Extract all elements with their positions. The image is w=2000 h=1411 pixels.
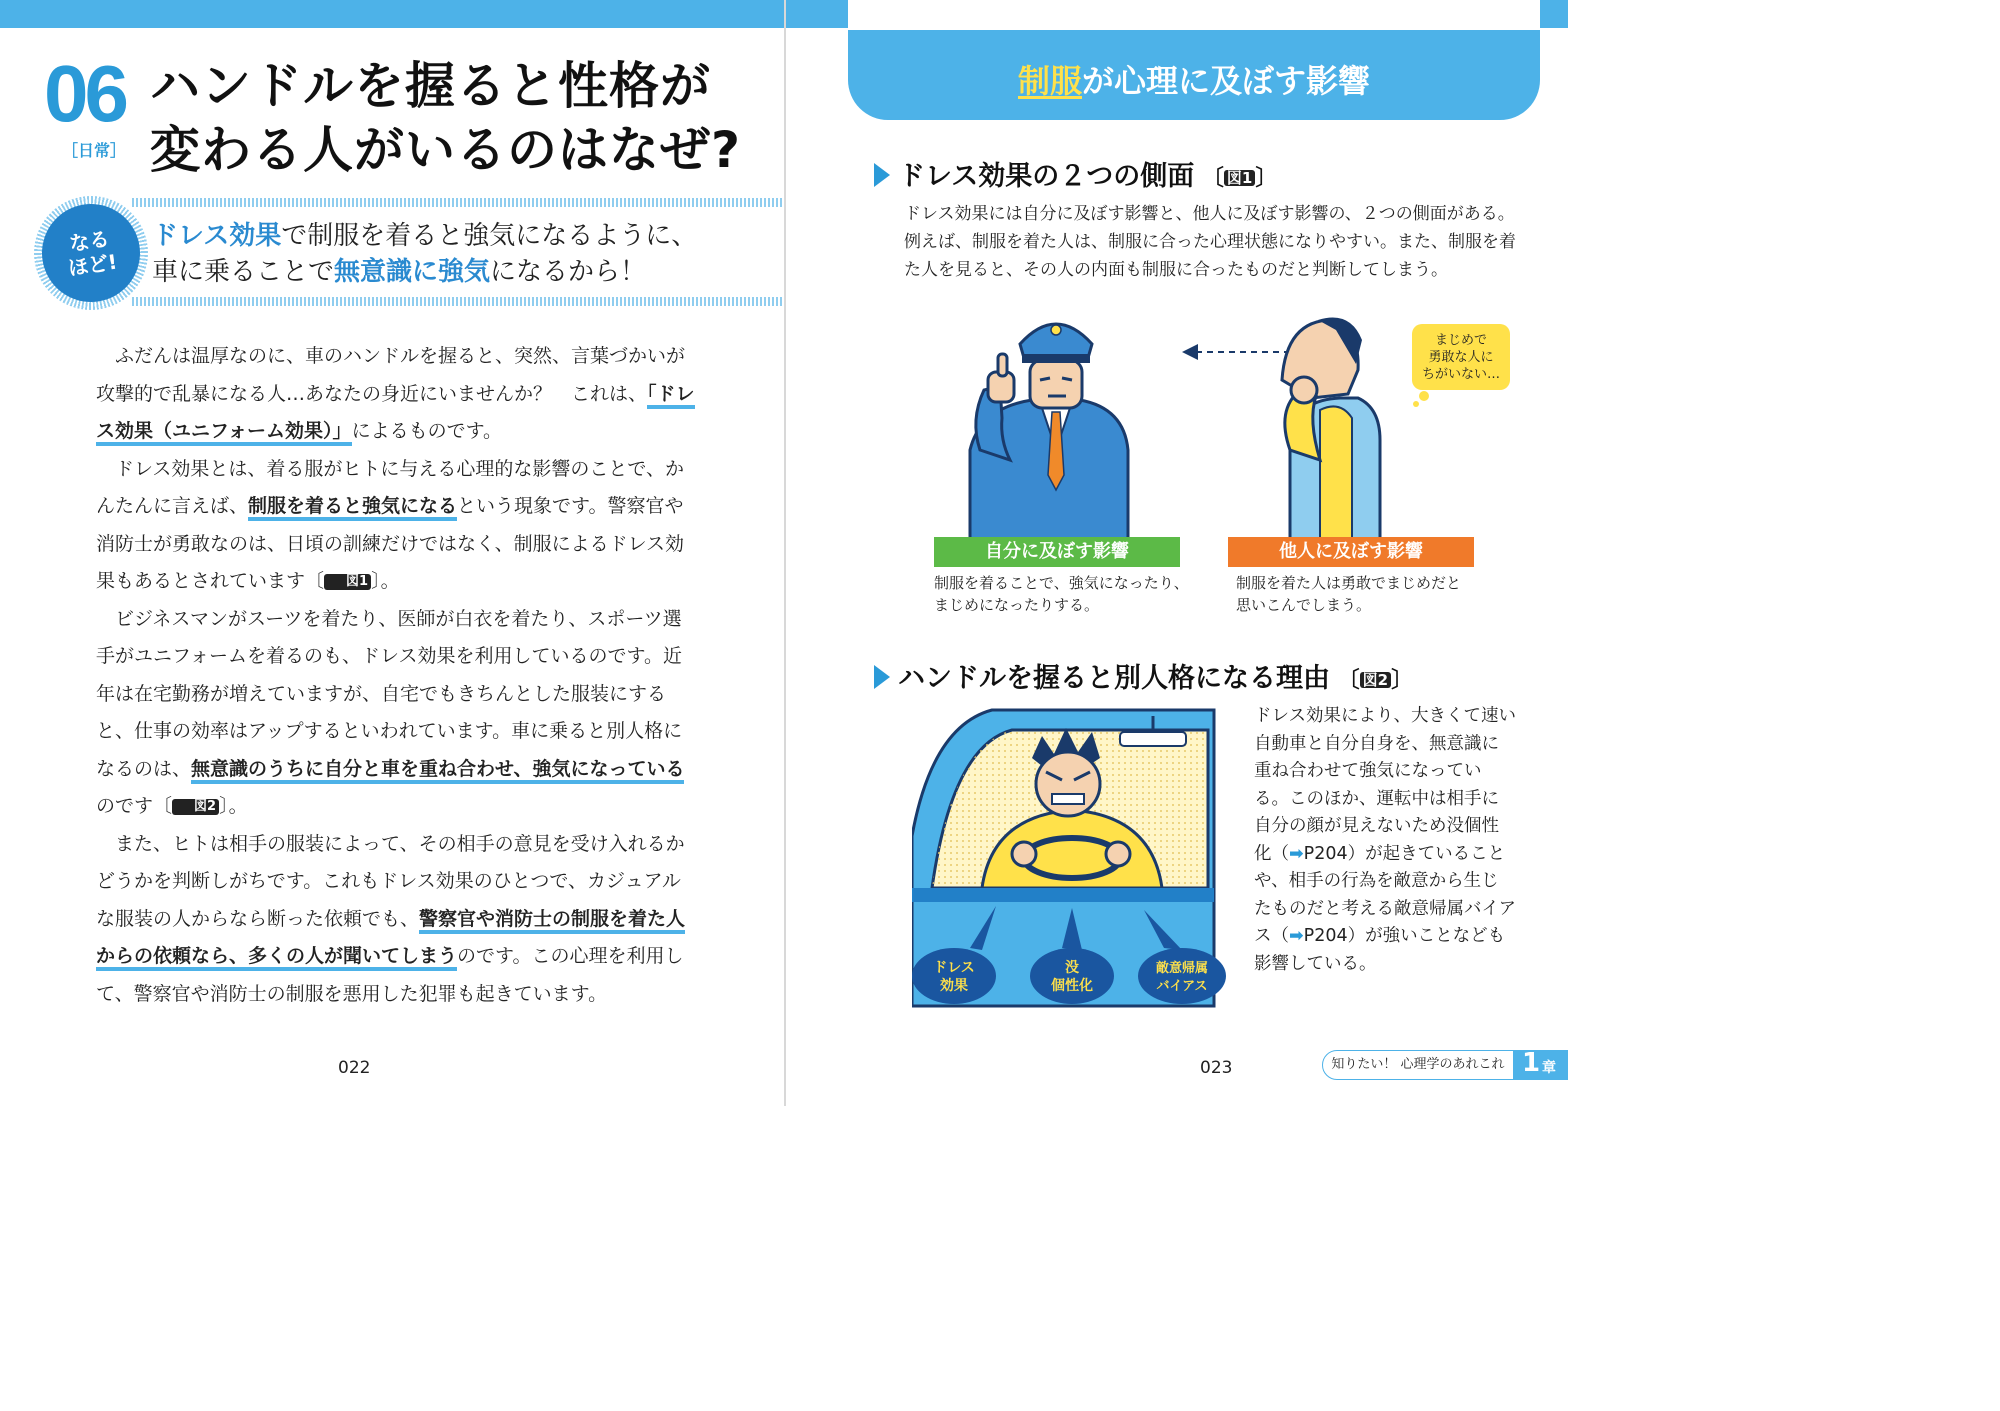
police-officer-illustration — [970, 324, 1128, 540]
figure-1-illustration — [940, 300, 1520, 540]
p2-underline: 制服を着ると強気になる — [248, 495, 457, 521]
para2-text-mid: ）が起きていることや、相手の行為を敵意から生じたものだと考える敵意帰属バイアス（ — [1254, 843, 1516, 946]
bubble-dress-2: 効果 — [940, 978, 968, 994]
heading-1-text: ドレス効果の２つの側面 — [898, 161, 1195, 192]
badge-line-2: ほど! — [66, 249, 119, 281]
bubble-text-2: 勇敢な人に — [1428, 350, 1494, 365]
figure-ref-1: 図1 — [324, 574, 371, 590]
stripe-top — [132, 198, 784, 207]
chapter-tab — [1322, 1050, 1568, 1080]
caption-self-1: 制服を着ることで、強気になったり、 — [934, 574, 1189, 592]
lead-line-1: で制服を着ると強気になるように、 — [281, 221, 698, 251]
figure-1-description: ドレス効果には自分に及ぼす影響と、他人に及ぼす影響の、２つの側面がある。例えば、制服を着た人は、制服に合った心理状態になりやすい。また、制服を着た人を見ると、その人の内面も制服に合ったものだと判断してしまう。 — [904, 204, 1516, 280]
top-color-bar — [0, 0, 784, 28]
page-ref-2: P204 — [1303, 926, 1348, 946]
p1-text-end: によるものです。 — [351, 420, 503, 442]
top-color-bar-right — [1540, 0, 1568, 28]
p2-text: ドレス効果とは、着る服がヒトに与える心理的な影響のことで、かんたんに言えば、 — [96, 457, 685, 517]
para2-text-end: ）が強いことなども影響している。 — [1254, 926, 1506, 974]
heading-figure-2: ハンドルを握ると別人格になる理由 〔 図2 〕 — [874, 656, 1413, 695]
bubble-text-1: まじめで — [1434, 333, 1488, 348]
section-number: 06 — [44, 49, 125, 138]
figure-banner-title — [848, 56, 1540, 102]
paragraph-2 — [96, 451, 696, 601]
lead-text — [152, 218, 697, 290]
page-number-right: 023 — [1200, 1058, 1233, 1078]
label-other-effect: 他人に及ぼす影響 — [1228, 537, 1474, 567]
heading-2-text: ハンドルを握ると別人格になる理由 — [898, 663, 1330, 694]
chapter-number: 1 — [1522, 1048, 1541, 1078]
caption-other-1: 制服を着た人は勇敢でまじめだと — [1236, 574, 1462, 592]
title-line-2: 変わる人がいるのはなぜ? — [150, 121, 742, 179]
bubble-bias-1: 敵意帰属 — [1155, 961, 1209, 976]
bubble-bias-2: バイアス — [1156, 979, 1208, 994]
caption-other — [1236, 572, 1461, 616]
lead-highlight-2: 無意識に強気 — [334, 257, 491, 287]
caption-self — [934, 572, 1189, 616]
banner-rest: が心理に及ぼす影響 — [1082, 62, 1371, 100]
arrow-left-icon — [1182, 344, 1198, 360]
heading-2-fig: 図2 — [1360, 672, 1391, 688]
figure-2-description — [1254, 703, 1516, 978]
heading-1-fig: 図1 — [1224, 170, 1255, 186]
paragraph-1 — [96, 338, 696, 451]
p3-underline: 無意識のうちに自分と車を重ね合わせ、強気になっている — [191, 758, 684, 784]
para2-text: ドレス効果により、大きくて速い自動車と自分自身を、無意識に重ね合わせて強気になっている。このほか、運転中は相手に自分の顔が見えないため没個性化（ — [1254, 706, 1516, 864]
triangle-bullet-icon — [874, 163, 890, 187]
lead-line-2-pre: 車に乗ることで — [152, 257, 335, 287]
p2-text-mid: という現象です。警察官や消防士が勇敢なのは、日頃の訓練だけではなく、制服によるドレス効果もあるとされています〔 — [96, 495, 685, 592]
chapter-suffix: 章 — [1542, 1060, 1556, 1076]
stripe-bottom — [132, 297, 784, 306]
title-line-1: ハンドルを握ると性格が — [150, 57, 711, 115]
caption-other-2: 思いこんでしまう。 — [1236, 596, 1372, 614]
arrow-right-icon: ➡ — [1289, 843, 1304, 864]
bubble-bots-1: 没 — [1065, 960, 1079, 976]
p4-underline: 警察官や消防士の制服を着た人からの依頼なら、多くの人が聞いてしまう — [96, 908, 685, 972]
p2-text-end: 〕。 — [371, 570, 400, 592]
p3-text: ビジネスマンがスーツを着たり、医師が白衣を着たり、スポーツ選手がユニフォームを着るのも、ドレス効果を利用しているのです。近年は在宅勤務が増えていますが、自宅でもきちんとした服装にすると、仕事の効率はアップするといわれています。車に乗ると別人格になるのは、 — [96, 607, 683, 780]
page-ref-1: P204 — [1303, 843, 1348, 864]
badge-line-1: なる — [67, 226, 111, 256]
page-title — [150, 54, 741, 182]
page-number-left: 022 — [338, 1058, 371, 1078]
triangle-bullet-icon — [874, 665, 890, 689]
left-page — [0, 0, 784, 1106]
p1-underline: 「ドレス効果（ユニフォーム効果）」 — [96, 383, 695, 447]
lead-line-2-post: になるから！ — [490, 257, 647, 287]
caption-self-2: まじめになったりする。 — [934, 596, 1100, 614]
p4-text-end: のです。この心理を利用して、警察官や消防士の制服を悪用した犯罪も起きています。 — [96, 945, 684, 1005]
naruhodo-badge — [34, 196, 148, 310]
observer-illustration — [1282, 318, 1380, 541]
heading-figure-1: ドレス効果の２つの側面 〔 図1 〕 — [874, 154, 1277, 193]
top-color-bar-left — [786, 0, 848, 28]
label-self-effect: 自分に及ぼす影響 — [934, 537, 1180, 567]
body-text — [96, 338, 696, 1013]
arrow-right-icon: ➡ — [1289, 926, 1304, 946]
figure-2-illustration — [912, 706, 1232, 1010]
bubble-bots-2: 個性化 — [1051, 978, 1093, 994]
bubble-text-3: ちがいない… — [1421, 367, 1501, 382]
banner-highlight: 制服 — [1017, 62, 1082, 100]
paragraph-3 — [96, 601, 696, 826]
section-category: ［日常］ — [62, 141, 127, 160]
p4-text: また、ヒトは相手の服装によって、その相手の意見を受け入れるかどうかを判断しがちです。これもドレス効果のひとつで、カジュアルな服装の人からなら断った依頼でも、 — [96, 832, 685, 930]
chapter-label: 知りたい！ 心理学のあれこれ — [1322, 1050, 1514, 1080]
paragraph-4 — [96, 826, 696, 1014]
bubble-dress-1: ドレス — [933, 960, 975, 976]
lead-highlight-1: ドレス効果 — [152, 221, 282, 251]
naruhodo-badge-inner — [36, 198, 147, 309]
p3-text-mid: のです〔 — [96, 795, 173, 817]
figure-ref-2: 図2 — [172, 799, 219, 815]
p3-text-end: 〕。 — [219, 795, 248, 817]
chapter-number-box — [1514, 1050, 1568, 1080]
p1-text: ふだんは温厚なのに、車のハンドルを握ると、突然、言葉づかいが攻撃的で乱暴になる人…あなたの身近にいませんか？ これは、 — [96, 345, 686, 405]
